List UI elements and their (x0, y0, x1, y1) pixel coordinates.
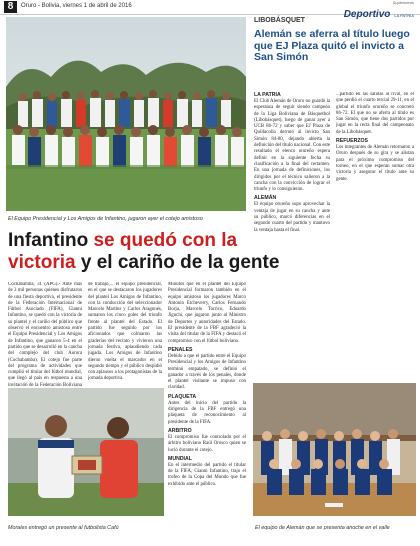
main-story-column-1: Cochabamba, 31 (APG).- Ante más de 3 mil personas quienes disfrutaron de una fiesta deportiva, el presidente de la Federación Internacional de Fútbol Asociado (FIFA), Gianni Infantino, se quedó con la victoria de su plantel y el cariño del público que observó el encuentro amistoso entre el Equipo Presidencial y Los Amigos de Infantino, que ganaron 5-4 en el partido que se desarrolló en la cancha del complejo del club Aurora (Cochabamba). El cotejo fue parte del programa de actividades que cumplió el titular del fútbol mundial, que llegó al país en respuesta a una invitación de la Federación Boliviana (8, 282, 82, 388)
subhead-plaqueta: PLAQUETA (168, 393, 197, 400)
subhead-mundial: MUNDIAL (168, 455, 192, 462)
column-3-text: Minutos que en el plantel del Equipo Presidencial formaron también en el equipo amistoso los jugadores Marco Antonio Etcheverry, Carlos Fernando Borja, Marcelo Torrico, Eduardo Jiguchi, que jugaron junto al Ministro de Deportes y autoridades del Estado. El presidente de la FBF agradeció la visita del titular de la FIFA y destacó el compromiso con el fútbol boliviano. (168, 282, 246, 344)
logo-super: Suplemento (392, 0, 414, 5)
side-byline: LA PATRIA (254, 92, 281, 98)
logo-name: Deportivo (343, 9, 391, 20)
subhead-penales: PENALES (168, 346, 193, 353)
morales-photo-image (8, 388, 164, 516)
headline-part: Infantino (8, 230, 94, 251)
team-photo-image (6, 17, 246, 211)
team-photo (6, 17, 246, 211)
subhead-aleman: ALEMÁN (254, 195, 277, 202)
side-headline: Alemán se aferra al título luego que EJ Plaza quitó el invicto a San Simón (254, 28, 410, 64)
side-story-column-2 (336, 92, 414, 377)
page-number: 8 (4, 1, 17, 13)
refuerzos-text: Los integrantes de Alemán retornaron a Oruro después de su gira y se alistan para el próximo compromiso del torneo, en el que esperan sumar otra victoria y asegurar el título ante su gente. (336, 145, 414, 182)
aleman-text: El equipo orureño supo aprovechar la ventaja de jugar en su cancha y ante su público, marcó diferencias en el segundo cuarto del partido y mantuvo la ventaja hasta el final. (254, 202, 330, 233)
main-story-column-3 (168, 282, 246, 518)
aleman-team-photo-image (253, 383, 416, 516)
section-logo (344, 0, 414, 21)
headline-highlight: se quedó con la (93, 230, 238, 251)
main-headline-line2 (8, 252, 279, 273)
logo-paper: LA PATRIA (394, 13, 414, 18)
dateline: Oruro - Bolivia, viernes 1 de abril de 2016 (21, 3, 132, 9)
main-story-column-2: de trabajo,... el equipo presidencial, en el que se destacaron los jugadores del plantel Los Amigos de Infantino, con la conducción del seleccionador Marcelo Martins y Carlos Aragonés, sumaron los cinco goles del triunfo frente al plantel del Estado. El partido fue seguido por los aficionados que colmaron las graderías del recinto y vivieron una jornada festiva, aplaudiendo cada jugada. Los Amigos de Infantino dieron vuelta el marcador en el segundo tiempo y el público despidió con aplausos a los protagonistas de la jornada deportiva. (88, 282, 162, 382)
penales-text: Debido a que el partido entre el Equipo Presidencial y los Amigos de Infantino terminó empatado, se definió el ganador a través de los penales, donde el plantel visitante se impuso con claridad. (168, 353, 246, 391)
side-column-2-text: ...partido en las salidas al rival, en el que perdió el cuarto tercial 29-11, en el global el triunfo orureño se concretó 86-72. El que no se aferra al título es San Simón, que tiene dos partidos por jugar en la recta final del campeonato de la Libobásquet. (336, 92, 414, 135)
section-kicker: LIBOBÁSQUET (254, 17, 305, 24)
plaqueta-text: Antes del inicio del partido la dirigencia de la FBF entregó una plaqueta de reconocimiento al presidente de la FIFA. (168, 400, 246, 425)
arbitro-text: El compromiso fue controlado por el árbitro boliviano Raúl Orosco quien se lució durante el cotejo. (168, 434, 246, 453)
morales-photo (8, 388, 164, 516)
headline-part: y el cariño de la gente (75, 252, 280, 273)
aleman-team-photo (253, 383, 416, 516)
side-story-column-1 (254, 92, 330, 377)
aleman-photo-caption: El equipo de Alemán que se presenta anoche en el valle (255, 525, 390, 531)
subhead-arbitro: ARBITRO (168, 427, 192, 434)
mundial-text: En el intermedio del partido el titular de la FIFA, Gianni Infantino, trajo el trofeo de la Copa del Mundo que fue exhibido ante el público. (168, 462, 246, 487)
side-column-1-text: El Club Alemán de Oruro no guardó la esperanza de seguir siendo campeón de la Liga Boliviana de Básquetbol (Libobásquet), luego de ganar ayer a UCB 86-72 y saber que EJ Plaza de Quillacollo derrotó al invicto San Simón 84-80, dejando abierta la definición del título nacional. Con este resultado el elenco orureño espera definir en la siguiente fecha su clasificación a la final del certamen. En una jornada de definiciones, los dirigidos por el técnico salieron a la cancha con la convicción de lograr el triunfo y lo consiguieron. (254, 99, 330, 193)
team-photo-caption: El Equipo Presidencial y Los Amigos de Infantino, jugaron ayer el cotejo amistoso (8, 216, 203, 222)
morales-photo-caption: Morales entregó un presente al futbolista Cafú (8, 525, 119, 531)
page-header (0, 0, 420, 20)
subhead-refuerzos: REFUERZOS (336, 138, 368, 145)
main-headline-line1 (8, 230, 237, 251)
headline-highlight: victoria (8, 252, 76, 273)
